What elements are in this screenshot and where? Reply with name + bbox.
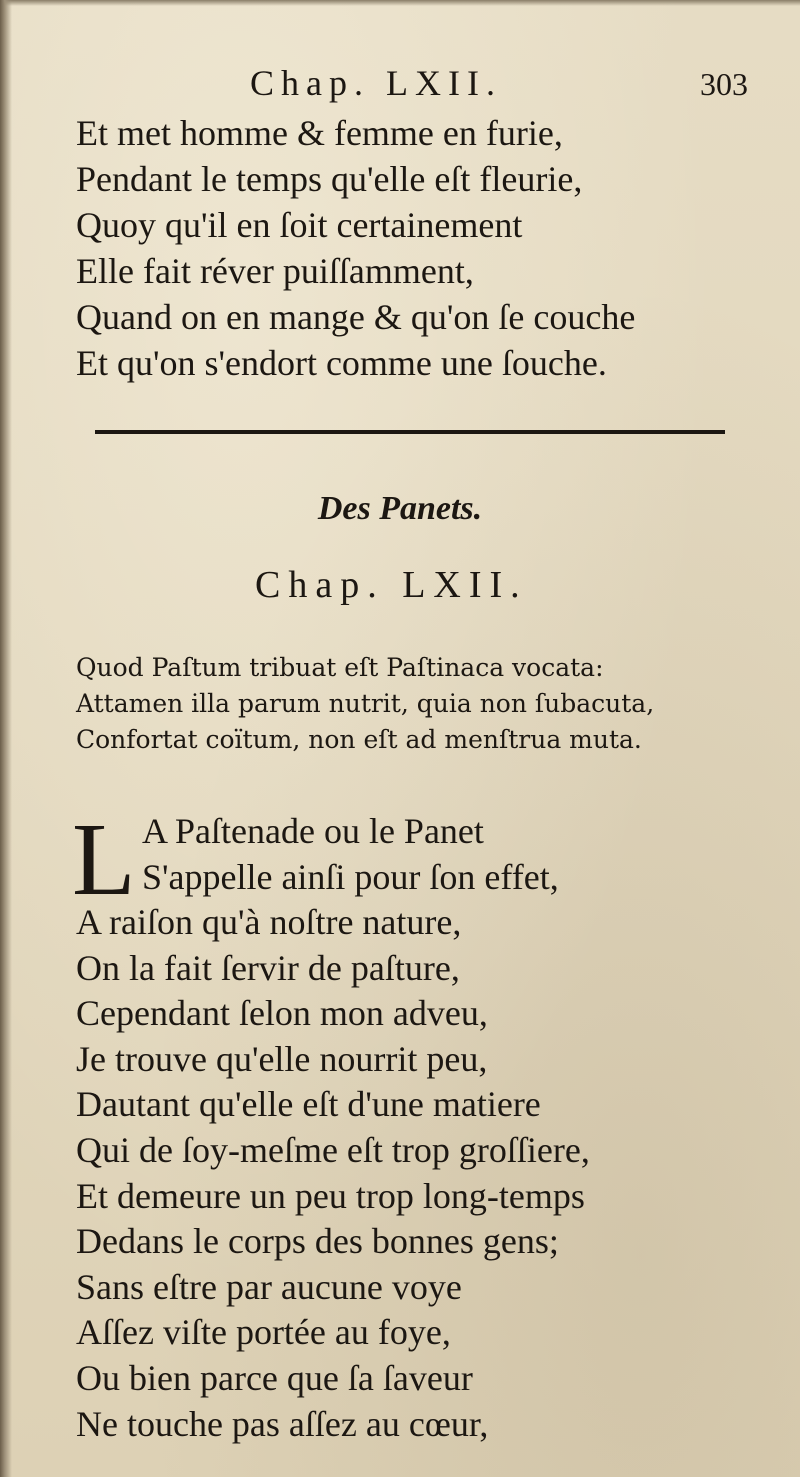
- page-number: 303: [700, 66, 748, 102]
- verse-line: Et demeure un peu trop long-temps: [76, 1175, 585, 1216]
- verse-line: Je trouve qu'elle nourrit peu,: [76, 1038, 488, 1079]
- verse-line: Qui de ſoy-meſme eſt trop groſſiere,: [76, 1129, 590, 1170]
- verse-line: Ou bien parce que ſa ſaveur: [76, 1357, 473, 1398]
- verse-line: On la fait ſervir de paſture,: [76, 947, 460, 988]
- chapter-heading: Chap. LXII.: [255, 564, 528, 606]
- section-divider-rule: [95, 430, 725, 434]
- verse-line: Quand on en mange & qu'on ſe couche: [76, 297, 636, 337]
- verse-line: Quoy qu'il en ſoit certainement: [76, 205, 523, 245]
- running-head-title: Chap. LXII.: [250, 63, 502, 103]
- page-top-edge: [0, 0, 800, 6]
- running-head: [0, 60, 800, 116]
- page-gutter: [0, 0, 12, 1477]
- poem-body: [76, 900, 590, 1447]
- verse-line: S'appelle ainſi pour ſon effet,: [142, 857, 559, 897]
- poem-opening-lines: [142, 808, 559, 900]
- verse-top: [76, 110, 635, 386]
- verse-line: Dautant qu'elle eſt d'une matiere: [76, 1084, 541, 1125]
- latin-line: Confortat coïtum, non eſt ad menſtrua muta.: [76, 725, 642, 754]
- verse-line: Ne touche pas aſſez au cœur,: [76, 1403, 489, 1444]
- verse-line: Et met homme & femme en furie,: [76, 113, 563, 153]
- verse-line: Dedans le corps des bonnes gens;: [76, 1221, 559, 1262]
- verse-line: Cependant ſelon mon adveu,: [76, 993, 488, 1034]
- verse-line: Et qu'on s'endort comme une ſouche.: [76, 343, 607, 383]
- verse-line: Aſſez viſte portée au foye,: [76, 1312, 451, 1353]
- verse-line: Pendant le temps qu'elle eſt fleurie,: [76, 159, 583, 199]
- latin-line: Quod Paſtum tribuat eſt Paſtinaca vocata:: [76, 653, 604, 682]
- verse-line: A Paſtenade ou le Panet: [142, 811, 484, 851]
- latin-epigraph: [76, 650, 654, 758]
- verse-line: Sans eſtre par aucune voye: [76, 1266, 462, 1307]
- section-title: Des Panets.: [317, 490, 483, 527]
- verse-line: Elle fait réver puiſſamment,: [76, 251, 474, 291]
- drop-cap: L: [72, 802, 136, 917]
- verse-line: A raiſon qu'à noſtre nature,: [76, 902, 462, 942]
- latin-line: Attamen illa parum nutrit, quia non ſubacuta,: [76, 689, 655, 718]
